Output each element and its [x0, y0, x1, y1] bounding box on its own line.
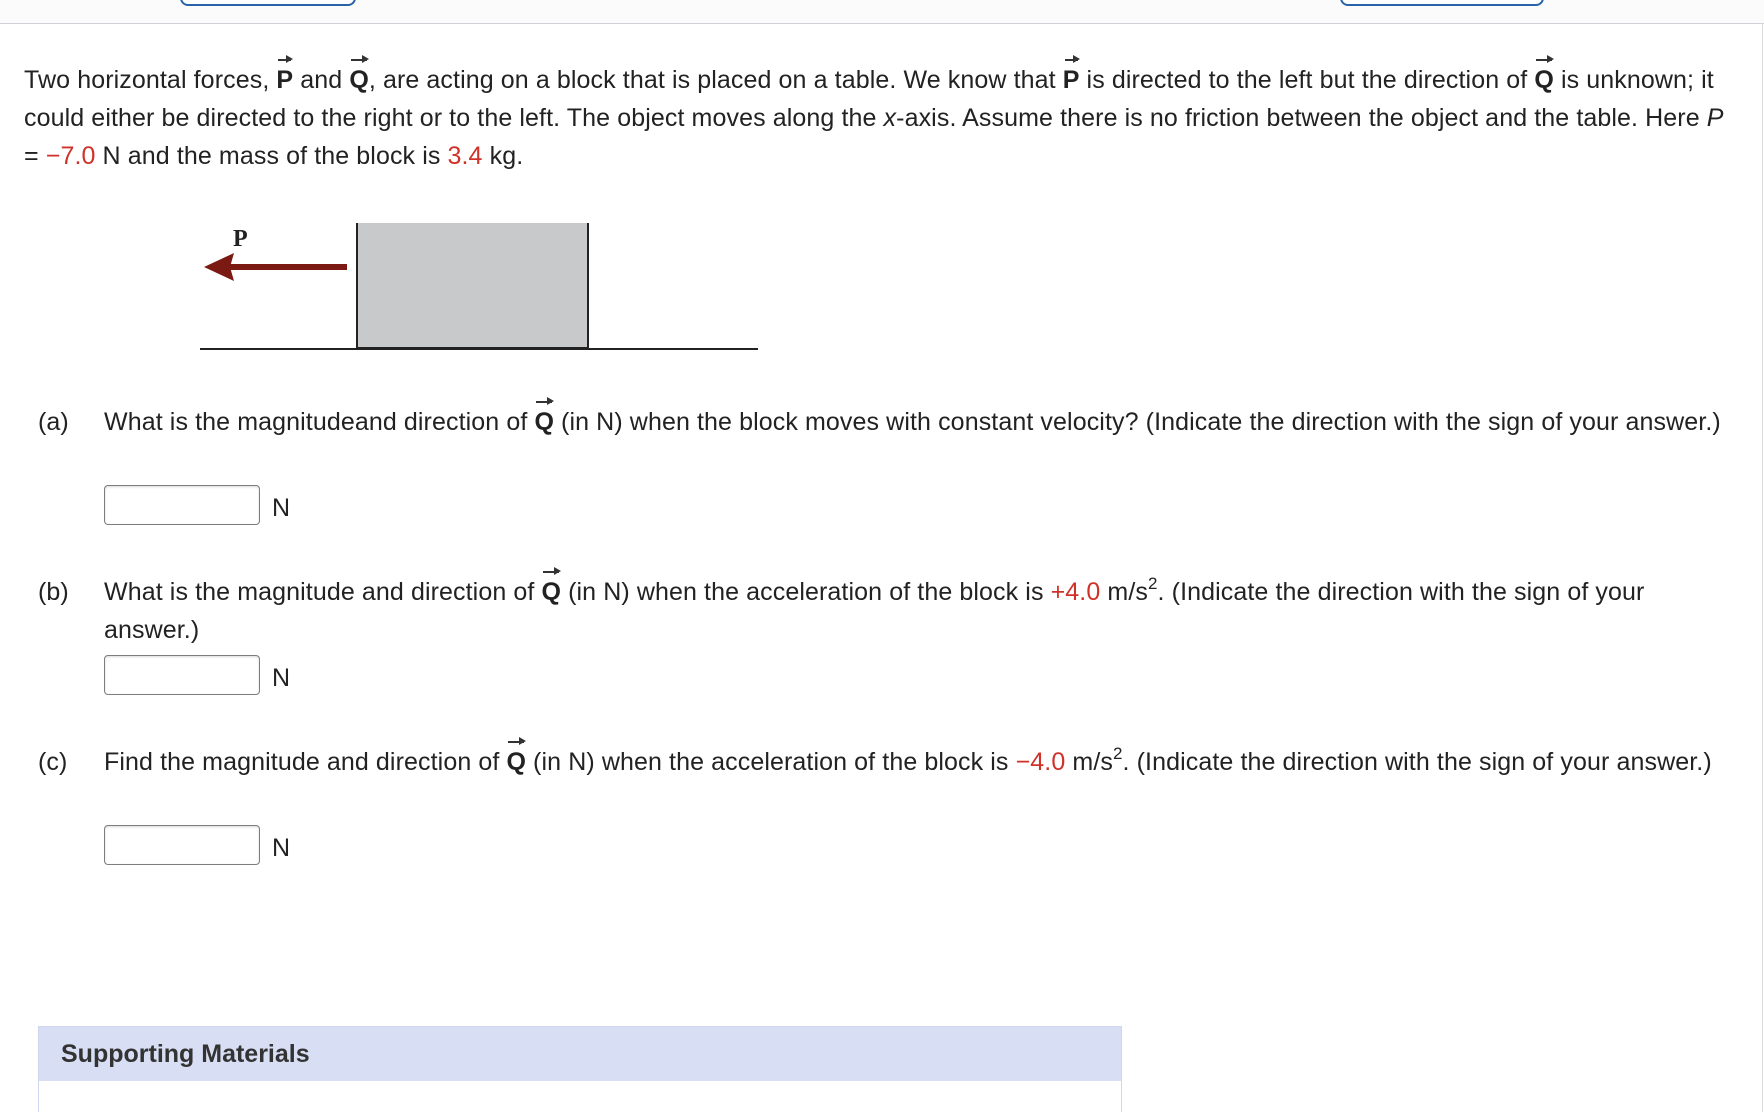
force-diagram: [200, 223, 860, 423]
part-b-acceleration: +4.0: [1050, 578, 1101, 606]
part-c-unit: N: [272, 834, 291, 862]
part-b-label: (b): [38, 578, 69, 606]
vector-q: Q: [506, 743, 526, 781]
vector-p: P: [276, 61, 293, 99]
supporting-materials-panel: [38, 1026, 1122, 1112]
part-b-unit: N: [272, 664, 291, 692]
part-a-answer-input[interactable]: [104, 485, 260, 525]
part-a-question: What is the magnitudeand direction of Q (in N) when the block moves with constant velocity? (Indicate the direction with the sign of your answer.): [104, 403, 1744, 441]
problem-statement: Two horizontal forces, P and Q, are acting on a block that is placed on a table. We know that P is directed to the left but the direction of Q is unknown; it could either be directed to the right or to the left. The object moves along the x-axis. Assume there is no friction between the object and the table. Here P = −7.0 N and the mass of the block is 3.4 kg.: [24, 61, 1724, 175]
top-left-button-edge[interactable]: [180, 0, 356, 6]
vector-q: Q: [534, 403, 554, 441]
supporting-materials-header[interactable]: Supporting Materials: [39, 1027, 1121, 1081]
part-a-unit: N: [272, 494, 291, 522]
part-c-question: Find the magnitude and direction of Q (in N) when the acceleration of the block is −4.0 $m/s^2$. (Indicate the direction with the sign of your answer.): [104, 743, 1744, 781]
vector-q: Q: [1534, 61, 1554, 99]
part-c-answer-input[interactable]: [104, 825, 260, 865]
part-b: [38, 573, 1738, 723]
part-b-answer-input[interactable]: [104, 655, 260, 695]
force-p-label: P: [233, 226, 248, 252]
part-a-label: (a): [38, 408, 69, 436]
vector-p: P: [1063, 61, 1080, 99]
top-right-button-edge[interactable]: [1340, 0, 1544, 6]
vector-q: Q: [349, 61, 369, 99]
force-p-arrowhead: [204, 253, 234, 281]
part-b-question: What is the magnitude and direction of Q (in N) when the acceleration of the block is +4.0 $m/s^2$. (Indicate the direction with the sign of your answer.): [104, 574, 1645, 644]
block: [357, 223, 588, 348]
part-c: [38, 743, 1738, 893]
vector-q: Q: [541, 573, 561, 611]
question-panel: [0, 23, 1763, 1112]
part-a: [38, 403, 1738, 553]
part-c-acceleration: −4.0: [1015, 748, 1066, 776]
p-value: −7.0: [45, 142, 96, 170]
top-toolbar: [0, 0, 1764, 24]
part-c-label: (c): [38, 748, 68, 776]
mass-value: 3.4: [447, 142, 483, 170]
